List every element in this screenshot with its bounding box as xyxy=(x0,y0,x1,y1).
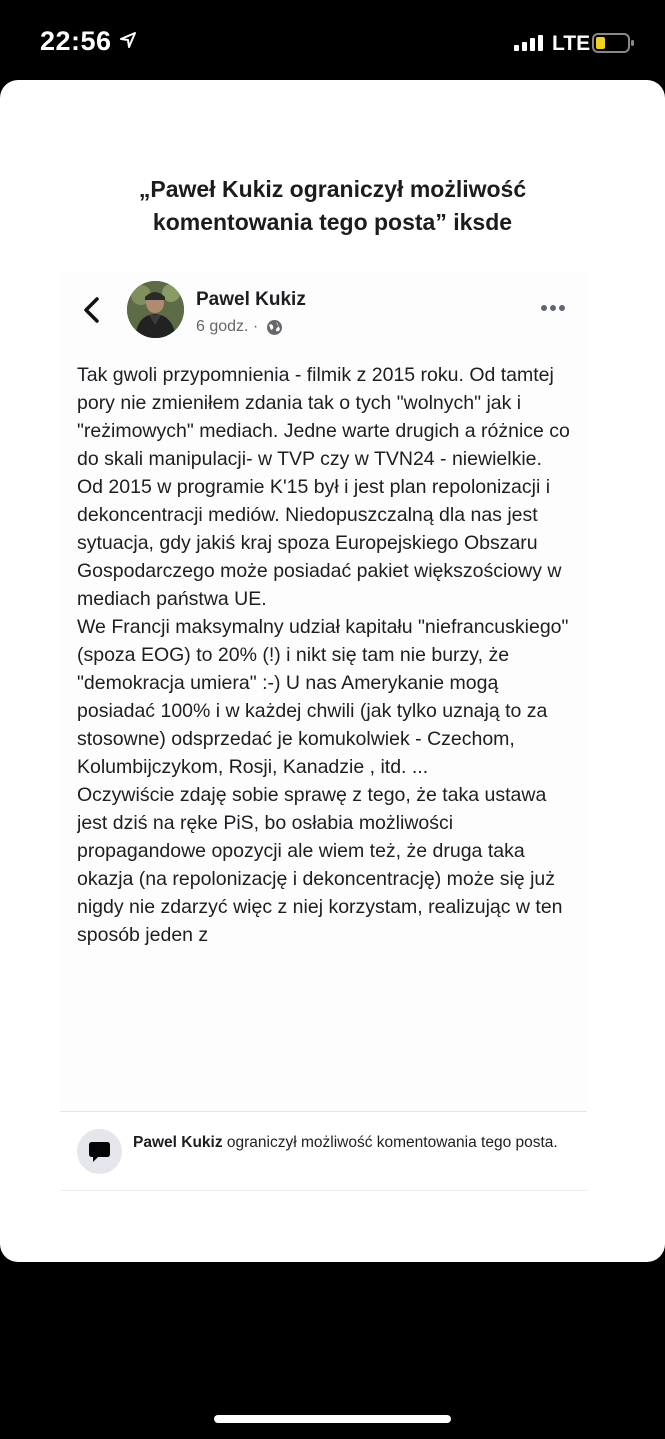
post-paragraph: Od 2015 w programie K'15 był i jest plan repolonizacji i dekoncentracji mediów. Niedopuszczalną dla nas jest sytuacja, gdy jakiś kraj spoza Europejskiego Obszaru Gospodarczego może posiadać pakiet większościowy w mediach państwa UE. xyxy=(77,476,562,610)
notice-author[interactable]: Pawel Kukiz xyxy=(133,1134,223,1151)
avatar-photo-icon xyxy=(127,281,184,338)
more-options-icon[interactable] xyxy=(540,304,566,312)
home-indicator[interactable] xyxy=(214,1415,451,1423)
content-card xyxy=(0,80,665,1262)
comment-icon-badge xyxy=(77,1129,122,1174)
post-body xyxy=(77,361,577,1111)
status-bar xyxy=(0,0,665,80)
post-paragraph: Tak gwoli przypomnienia - filmik z 2015 roku. Od tamtej pory nie zmieniłem zdania tak o tych "wolnych" jak i "reżimowych" mediach. Jedne warte drugich a różnice co do skali manipulacji- w TVP czy w TVN24 - niewielkie. xyxy=(77,364,570,470)
image-caption: „Paweł Kukiz ograniczył możliwość komentowania tego posta” iksde xyxy=(138,176,527,235)
post-meta xyxy=(196,318,283,336)
facebook-post xyxy=(60,273,587,1111)
avatar[interactable] xyxy=(127,281,184,338)
network-type: LTE xyxy=(552,32,591,55)
post-paragraph: Oczywiście zdaję sobie sprawę z tego, że taka ustawa jest dziś na ręke PiS, bo osłabia możliwości propagandowe opozycji ale wiem też, że druga taka okazja (na repolonizację i dekoncentrację) może się już nigdy nie zdarzyć więc z niej korzystam, realizując w ten sposób jeden z xyxy=(77,784,563,946)
post-paragraph: We Francji maksymalny udział kapitału "niefrancuskiego" (spoza EOG) to 20% (!) i nikt się tam nie burzy, że "demokracja umiera" :-) U nas Amerykanie mogą posiadać 100% i w każdej chwili (jak tylko uznają to za stosowne) odsprzedać je komukolwiek - Czechom, Kolumbijczykom, Rosji, Kanadzie , itd. ... xyxy=(77,616,569,778)
comment-bubble-icon xyxy=(88,1141,111,1163)
divider xyxy=(60,1190,587,1191)
post-time: 6 godz. · xyxy=(196,318,259,335)
location-arrow-icon xyxy=(119,31,137,49)
globe-icon xyxy=(266,319,283,336)
post-author-name[interactable]: Pawel Kukiz xyxy=(196,289,306,310)
battery-icon xyxy=(592,32,634,54)
signal-icon xyxy=(514,35,544,51)
comments-restricted-notice xyxy=(60,1112,587,1190)
status-time: 22:56 xyxy=(40,26,112,56)
back-chevron-icon[interactable] xyxy=(82,296,102,324)
notice-message: ograniczył możliwość komentowania tego posta. xyxy=(222,1134,558,1151)
notice-text xyxy=(133,1132,573,1153)
